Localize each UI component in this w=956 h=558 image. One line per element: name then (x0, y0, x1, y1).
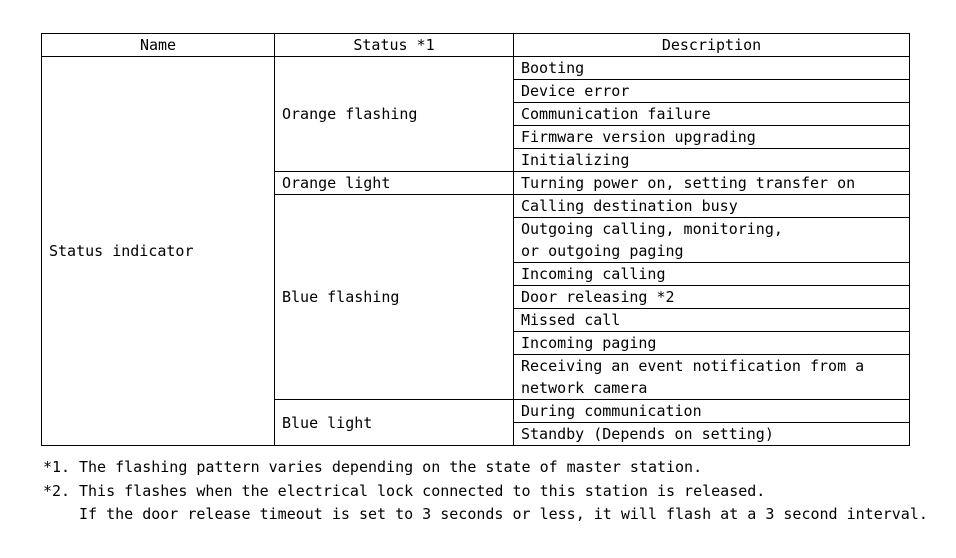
header-description: Description (514, 34, 910, 57)
footnote-text: If the door release timeout is set to 3 seconds or less, it will flash at a 3 second interval. (79, 505, 928, 523)
description-text: Device error (521, 82, 630, 100)
description-cell (514, 126, 910, 149)
header-status: Status *1 (275, 34, 514, 57)
description-text: During communication (521, 402, 702, 420)
description-cell (514, 103, 910, 126)
footnote-line (43, 480, 928, 504)
footnote-text: This flashes when the electrical lock connected to this station is released. (79, 481, 766, 500)
footnotes (43, 456, 928, 527)
name-cell: Status indicator (42, 57, 275, 446)
table-header-row (42, 34, 910, 57)
description-text: Receiving an event notification from a (521, 357, 865, 375)
header-name: Name (42, 34, 275, 57)
description-cell (514, 286, 910, 309)
description-text: Communication failure (521, 105, 711, 123)
footnote-line (43, 503, 928, 527)
description-cell (514, 172, 910, 195)
table-body (42, 57, 910, 446)
table-row (42, 57, 910, 80)
description-cell (514, 423, 910, 446)
description-cell (514, 309, 910, 332)
status-cell: Orange light (275, 172, 514, 195)
description-text: Standby (Depends on setting) (521, 425, 774, 443)
description-text: Booting (521, 59, 585, 77)
description-text: Calling destination busy (521, 197, 738, 215)
description-cell (514, 355, 910, 400)
description-text: Incoming calling (521, 265, 666, 283)
description-cell (514, 149, 910, 172)
description-cell (514, 263, 910, 286)
description-text: Missed call (521, 311, 621, 329)
description-text: Door releasing *2 (521, 288, 675, 306)
description-cell (514, 332, 910, 355)
description-text: or outgoing paging (521, 242, 684, 260)
description-cell (514, 57, 910, 80)
description-cell (514, 80, 910, 103)
footnote-marker: *2. (43, 481, 71, 500)
description-text: Incoming paging (521, 334, 657, 352)
status-cell: Orange flashing (275, 57, 514, 172)
description-cell (514, 400, 910, 423)
status-indicator-table (41, 33, 910, 446)
description-text: Turning power on, setting transfer on (521, 174, 856, 192)
description-text: Initializing (521, 151, 630, 169)
status-cell: Blue flashing (275, 195, 514, 400)
footnote-text: The flashing pattern varies depending on the state of master station. (79, 458, 703, 476)
footnote-marker: *1. (43, 458, 71, 476)
status-cell: Blue light (275, 400, 514, 446)
description-text: Firmware version upgrading (521, 128, 756, 146)
description-text: Outgoing calling, monitoring, (521, 220, 783, 238)
description-cell (514, 195, 910, 218)
description-text: network camera (521, 379, 648, 397)
footnote-line (43, 456, 928, 480)
description-cell (514, 218, 910, 263)
